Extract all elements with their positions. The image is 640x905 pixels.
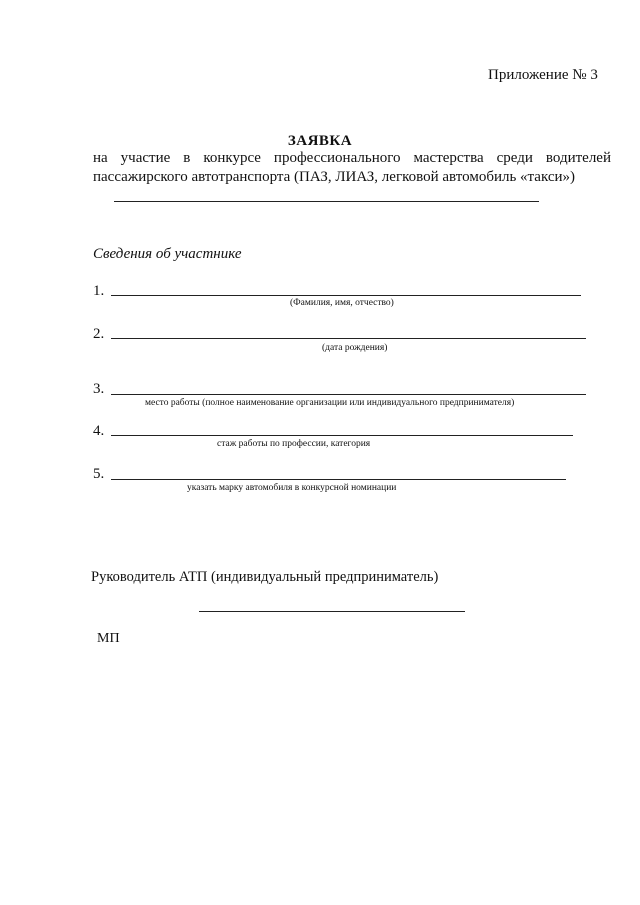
field-3-caption: место работы (полное наименование организации или индивидуального предпринимателя) (145, 398, 515, 408)
appendix-number: Приложение № 3 (488, 67, 598, 83)
field-5-blank-line[interactable] (111, 479, 566, 480)
signature-blank-line[interactable] (199, 611, 465, 612)
field-3-number: 3. (93, 381, 105, 397)
field-4-number: 4. (93, 423, 105, 439)
form-subtitle-line-1: на участие в конкурсе профессионального мастерства среди водителей (93, 150, 611, 166)
field-4-caption: стаж работы по профессии, категория (217, 439, 371, 449)
nomination-blank-line[interactable] (114, 201, 539, 202)
field-1-blank-line[interactable] (111, 295, 581, 296)
stamp-place-label: МП (97, 631, 120, 646)
field-3-blank-line[interactable] (111, 394, 586, 395)
field-2-caption: (дата рождения) (322, 343, 388, 353)
field-2-number: 2. (93, 326, 105, 342)
signature-label: Руководитель АТП (индивидуальный предприниматель) (91, 569, 439, 585)
form-title: ЗАЯВКА (287, 133, 353, 149)
field-1-number: 1. (93, 283, 105, 299)
field-1-caption: (Фамилия, имя, отчество) (290, 298, 394, 308)
field-2-blank-line[interactable] (111, 338, 586, 339)
section-heading: Сведения об участнике (93, 246, 242, 262)
form-subtitle-line-2: пассажирского автотранспорта (ПАЗ, ЛИАЗ, легковой автомобиль «такси») (93, 169, 576, 185)
field-5-number: 5. (93, 466, 105, 482)
field-4-blank-line[interactable] (111, 435, 573, 436)
field-5-caption: указать марку автомобиля в конкурсной номинации (187, 483, 397, 493)
